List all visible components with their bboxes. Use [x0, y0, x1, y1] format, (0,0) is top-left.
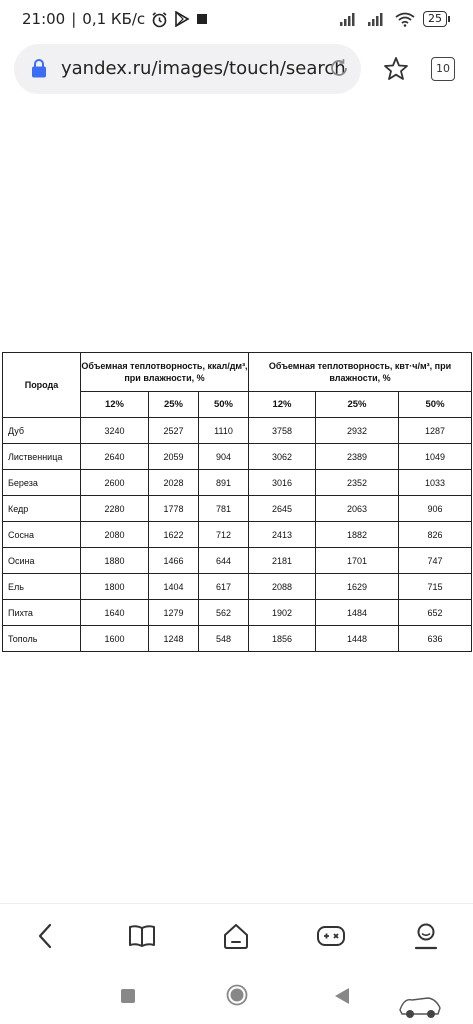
species-name: Береза — [3, 470, 81, 496]
heat-value-cell: 1629 — [316, 574, 399, 600]
signal-icon — [339, 12, 359, 26]
heat-value-cell: 2352 — [316, 470, 399, 496]
species-name: Тополь — [3, 626, 81, 652]
heat-value-cell: 1404 — [149, 574, 199, 600]
heat-value-cell: 3758 — [249, 418, 316, 444]
table-row — [3, 470, 472, 496]
heat-value-cell: 781 — [199, 496, 249, 522]
heat-value-cell: 3240 — [81, 418, 149, 444]
wifi-icon — [395, 12, 415, 27]
system-navigation — [0, 970, 473, 1024]
header-sub: 25% — [149, 392, 199, 418]
heat-value-cell: 1287 — [399, 418, 472, 444]
heat-value-cell: 1033 — [399, 470, 472, 496]
heat-value-cell: 1778 — [149, 496, 199, 522]
game-assistant-icon — [398, 990, 442, 1020]
heat-value-cell: 1600 — [81, 626, 149, 652]
status-time: 21:00 — [22, 10, 66, 28]
species-name: Осина — [3, 548, 81, 574]
header-sub: 25% — [316, 392, 399, 418]
species-name: Дуб — [3, 418, 81, 444]
heat-value-table — [2, 352, 472, 652]
heat-value-cell: 2063 — [316, 496, 399, 522]
heat-value-cell: 2527 — [149, 418, 199, 444]
table-row — [3, 600, 472, 626]
status-left — [22, 10, 208, 28]
circle-icon[interactable] — [226, 984, 248, 1006]
table-row — [3, 418, 472, 444]
table-row — [3, 444, 472, 470]
heat-value-cell: 1049 — [399, 444, 472, 470]
heat-value-cell: 904 — [199, 444, 249, 470]
header-group-kcal: Объемная теплотворность, ккал/дм³, при влажности, % — [81, 353, 249, 392]
heat-value-cell: 644 — [199, 548, 249, 574]
heat-value-cell: 636 — [399, 626, 472, 652]
species-name: Пихта — [3, 600, 81, 626]
back-icon — [36, 923, 56, 949]
heat-value-cell: 2640 — [81, 444, 149, 470]
heat-value-cell: 1622 — [149, 522, 199, 548]
alarm-icon — [151, 11, 168, 28]
header-sub: 50% — [199, 392, 249, 418]
heat-value-cell: 2059 — [149, 444, 199, 470]
status-separator: | — [71, 10, 77, 28]
heat-value-cell: 1279 — [149, 600, 199, 626]
heat-value-cell: 3062 — [249, 444, 316, 470]
heat-value-cell: 1110 — [199, 418, 249, 444]
heat-value-cell: 1484 — [316, 600, 399, 626]
back-button[interactable] — [30, 920, 62, 952]
heat-value-cell: 1701 — [316, 548, 399, 574]
heat-value-cell: 2645 — [249, 496, 316, 522]
heat-value-cell: 3016 — [249, 470, 316, 496]
header-sub: 12% — [249, 392, 316, 418]
table-row — [3, 574, 472, 600]
heat-value-cell: 747 — [399, 548, 472, 574]
heat-value-cell: 2932 — [316, 418, 399, 444]
heat-value-cell: 1880 — [81, 548, 149, 574]
header-group-kwh: Объемная теплотворность, квт·ч/м³, при влажности, % — [249, 353, 472, 392]
species-name: Кедр — [3, 496, 81, 522]
profile-button[interactable] — [410, 920, 442, 952]
home-button[interactable] — [220, 920, 252, 952]
signal-icon — [367, 12, 387, 26]
species-name: Ель — [3, 574, 81, 600]
heat-value-cell: 1882 — [316, 522, 399, 548]
heat-value-cell: 826 — [399, 522, 472, 548]
home-icon — [222, 922, 250, 950]
heat-value-cell: 712 — [199, 522, 249, 548]
lock-icon — [31, 58, 47, 78]
heat-value-cell: 652 — [399, 600, 472, 626]
url-text[interactable]: yandex.ru/images/touch/search — [61, 58, 346, 79]
header-sub: 12% — [81, 392, 149, 418]
heat-value-cell: 715 — [399, 574, 472, 600]
address-bar[interactable] — [14, 44, 361, 94]
heat-value-cell: 2600 — [81, 470, 149, 496]
heat-value-cell: 906 — [399, 496, 472, 522]
heat-value-cell: 2389 — [316, 444, 399, 470]
species-name: Лиственница — [3, 444, 81, 470]
species-name: Сосна — [3, 522, 81, 548]
heat-value-cell: 2413 — [249, 522, 316, 548]
bottom-navigation — [0, 903, 473, 966]
heat-value-cell: 1800 — [81, 574, 149, 600]
heat-value-cell: 548 — [199, 626, 249, 652]
status-speed: 0,1 КБ/с — [82, 10, 146, 28]
games-button[interactable] — [315, 920, 347, 952]
table-row — [3, 626, 472, 652]
heat-value-cell: 1448 — [316, 626, 399, 652]
status-right — [339, 11, 447, 27]
stop-icon — [196, 13, 208, 25]
heat-value-cell: 617 — [199, 574, 249, 600]
header-species: Порода — [3, 353, 81, 418]
heat-value-cell: 2280 — [81, 496, 149, 522]
heat-value-cell: 1856 — [249, 626, 316, 652]
heat-value-cell: 1248 — [149, 626, 199, 652]
square-icon[interactable] — [120, 988, 136, 1004]
heat-value-cell: 2080 — [81, 522, 149, 548]
games-icon — [316, 924, 346, 948]
table-row — [3, 522, 472, 548]
search-result-image[interactable] — [0, 352, 473, 654]
heat-value-cell: 2181 — [249, 548, 316, 574]
reload-icon[interactable] — [328, 57, 350, 79]
heat-value-cell: 1640 — [81, 600, 149, 626]
heat-value-cell: 2028 — [149, 470, 199, 496]
heat-value-cell: 562 — [199, 600, 249, 626]
heat-value-cell: 1466 — [149, 548, 199, 574]
header-sub: 50% — [399, 392, 472, 418]
star-icon[interactable] — [383, 56, 409, 82]
status-bar — [0, 0, 473, 40]
browser-toolbar — [14, 44, 462, 96]
tabs-count-button[interactable]: 10 — [431, 57, 455, 81]
play-store-icon — [174, 11, 190, 27]
table-row — [3, 548, 472, 574]
battery-icon: 25 — [423, 11, 447, 27]
heat-value-cell: 1902 — [249, 600, 316, 626]
book-icon — [128, 924, 156, 948]
reader-button[interactable] — [126, 920, 158, 952]
profile-icon — [413, 922, 439, 950]
heat-value-cell: 2088 — [249, 574, 316, 600]
table-row — [3, 496, 472, 522]
triangle-back-icon[interactable] — [334, 987, 350, 1005]
heat-value-cell: 891 — [199, 470, 249, 496]
